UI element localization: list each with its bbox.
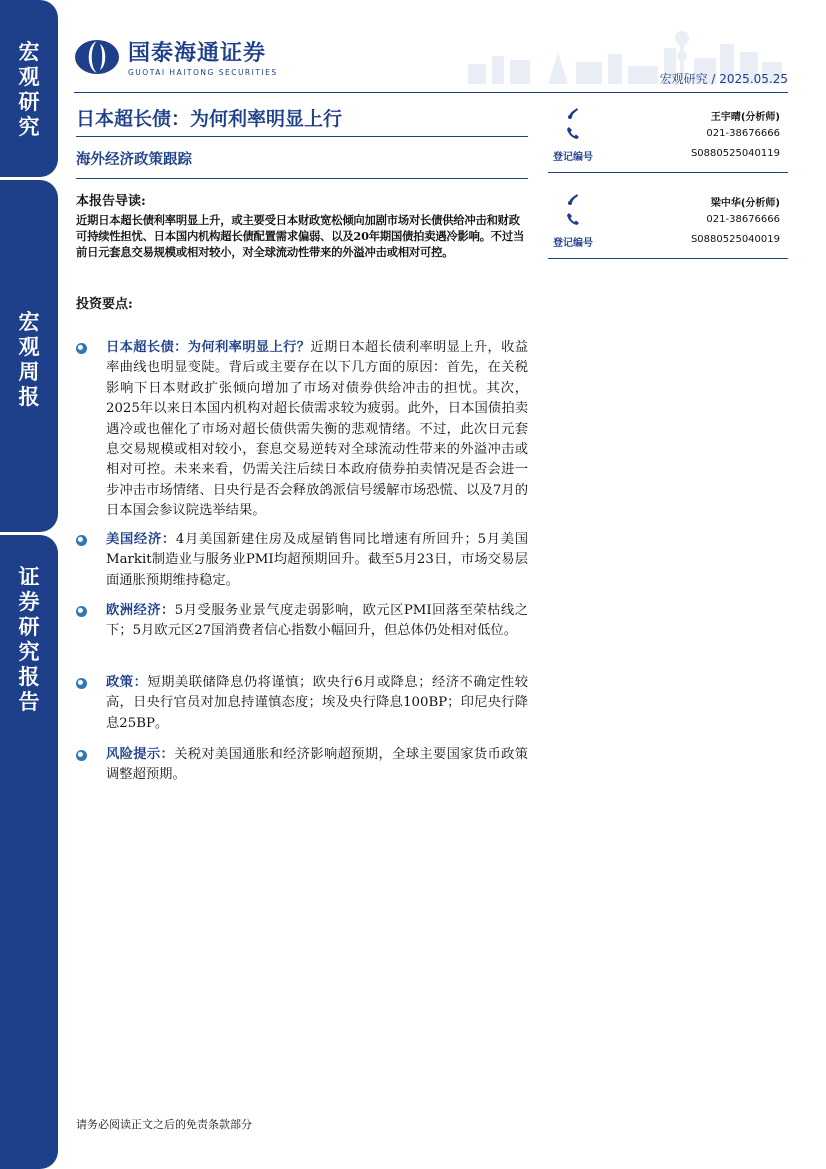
person-icon bbox=[566, 106, 580, 120]
logo-text-cn: 国泰海通证券 bbox=[128, 41, 267, 66]
report-date: 2025.05.25 bbox=[719, 72, 788, 86]
registration-label: 登记编号 bbox=[553, 152, 593, 163]
bullet-body: 近期日本超长债利率明显上升，收益率曲线也明显变陡。背后或主要存在以下几方面的原因：首先，在关税影响下日本财政扩张倾向增加了市场对债券供给冲击的担忧。其次，2025年以来日本国内机构对超长债需求较为疲弱。此外，日本国债拍卖遇冷或也催化了市场对超长债供需失衡的悲观情绪。不过，此次日元套息交易规模或相对较小，套息交易逆转对全球流动性带来的外溢冲击或相对可控。未来来看，仍需关注后续日本政府债券拍卖情况是否会进一步冲击市场情绪、日央行是否会释放鸽派信号缓解市场恐慌、以及7月的日本国会参议院选举结果。 bbox=[106, 340, 529, 519]
logo-text-en: GUOTAI HAITONG SECURITIES bbox=[128, 68, 278, 77]
analyst-name: 梁中华(分析师) bbox=[710, 198, 780, 209]
bullet-europe-economy bbox=[76, 601, 528, 642]
analyst-card bbox=[548, 192, 788, 259]
subtitle-divider bbox=[76, 178, 528, 179]
bullet-body: 关税对美国通胀和经济影响超预期，全球主要国家货币政策调整超预期。 bbox=[106, 747, 529, 783]
company-logo bbox=[74, 36, 278, 77]
bullet-icon bbox=[76, 606, 87, 617]
bullet-body: 4月美国新建住房及成屋销售同比增速有所回升；5月美国Markit制造业与服务业PMI均超预期回升。截至5月23日，市场交易层面通胀预期维持稳定。 bbox=[106, 532, 528, 588]
report-category: 宏观研究 bbox=[659, 72, 708, 86]
sidebar-tag-macro-research: 宏观研究 bbox=[0, 0, 58, 177]
bullet-body: 短期美联储降息仍将谨慎；欧央行6月或降息；经济不确定性较高，日央行官员对加息持谨慎态度；埃及央行降息100BP；印尼央行降息25BP。 bbox=[106, 675, 528, 731]
page-header bbox=[74, 36, 788, 96]
key-points-heading: 投资要点: bbox=[76, 297, 133, 312]
bullet-icon bbox=[76, 535, 87, 546]
guide-heading: 本报告导读: bbox=[76, 194, 146, 209]
registration-label: 登记编号 bbox=[553, 238, 593, 249]
bullet-risk bbox=[76, 745, 528, 786]
sidebar-tag-macro-weekly: 宏观周报 bbox=[0, 180, 58, 532]
bullet-heading: 日本超长债：为何利率明显上行？ bbox=[106, 340, 311, 355]
bullet-heading: 政策： bbox=[106, 675, 148, 690]
meta-separator: / bbox=[711, 72, 716, 86]
report-subtitle: 海外经济政策跟踪 bbox=[76, 151, 192, 168]
title-divider bbox=[76, 136, 528, 137]
header-divider bbox=[74, 92, 788, 93]
logo-mark-icon bbox=[74, 39, 120, 75]
bullet-heading: 欧洲经济： bbox=[106, 603, 175, 618]
sidebar bbox=[0, 0, 58, 1169]
report-meta bbox=[660, 70, 788, 87]
analyst-name: 王宇晴(分析师) bbox=[710, 112, 780, 123]
bullet-icon bbox=[76, 678, 87, 689]
bullet-body: 5月受服务业景气度走弱影响，欧元区PMI回落至荣枯线之下；5月欧元区27国消费者信心指数小幅回升，但总体仍处相对低位。 bbox=[106, 603, 528, 639]
person-icon bbox=[566, 192, 580, 206]
report-title: 日本超长债：为何利率明显上行 bbox=[76, 108, 343, 130]
footer-disclaimer: 请务必阅读正文之后的免责条款部分 bbox=[76, 1118, 252, 1131]
bullet-policy bbox=[76, 673, 528, 734]
registration-number: S0880525040119 bbox=[690, 148, 780, 159]
phone-icon bbox=[566, 126, 580, 140]
guide-summary: 近期日本超长债利率明显上升，或主要受日本财政宽松倾向加剧市场对长债供给冲击和财政可持续性担忧、日本国内机构超长债配置需求偏弱、以及20年期国债拍卖遇冷影响。不过当前日元套息交易规模或相对较小，对全球流动性带来的外溢冲击或相对可控。 bbox=[76, 213, 525, 259]
bullet-heading: 风险提示： bbox=[106, 747, 175, 762]
analyst-phone: 021-38676666 bbox=[706, 128, 780, 139]
bullet-heading: 美国经济： bbox=[106, 532, 176, 547]
registration-number: S0880525040019 bbox=[690, 234, 780, 245]
bullet-icon bbox=[76, 343, 87, 354]
analyst-divider bbox=[548, 258, 788, 259]
analyst-phone: 021-38676666 bbox=[706, 214, 780, 225]
bullet-japan-bonds bbox=[76, 338, 528, 522]
analyst-divider bbox=[548, 172, 788, 173]
analyst-card bbox=[548, 106, 788, 173]
bullet-us-economy bbox=[76, 530, 528, 591]
phone-icon bbox=[566, 212, 580, 226]
sidebar-tag-securities-report: 证券研究报告 bbox=[0, 535, 58, 1169]
bullet-icon bbox=[76, 750, 87, 761]
